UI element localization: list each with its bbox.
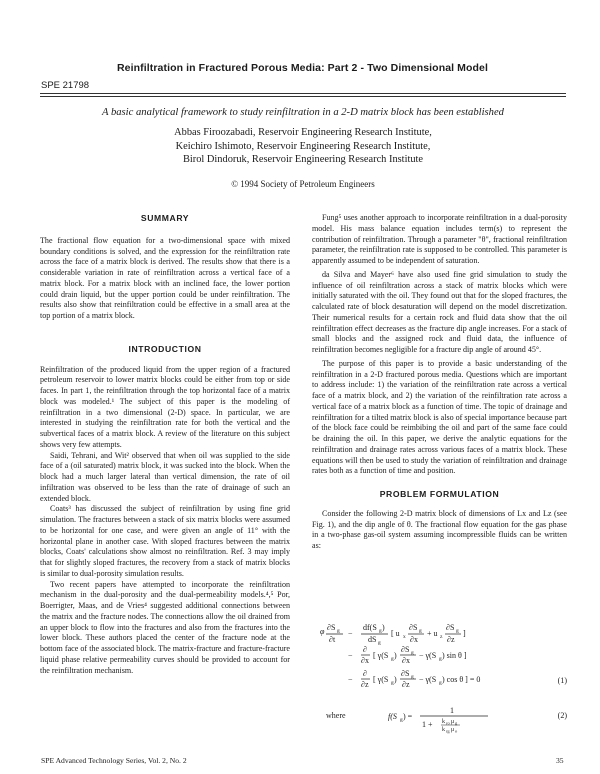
- svg-text:o: o: [455, 728, 458, 734]
- svg-text:∂S: ∂S: [401, 645, 410, 654]
- top-rule-2: [40, 96, 566, 97]
- problem-text: Consider the following 2-D matrix block of dimensions of Lx and Lz (see Fig. 1), and the dip angle of θ. The fractional flow equation for the gas phase in a two-phase gas-oil system assuming incompressible fluids can be written as:: [312, 508, 567, 550]
- author-line: Abbas Firoozabadi, Reservoir Engineering Research Institute,: [174, 127, 432, 138]
- body-paragraph: da Silva and Mayer⁶ have also used fine grid simulation to study the influence of oil reinfiltration across a stack of matrix blocks which were initially saturated with the oil. They found out that for the sloped fractures, the calculated rate of block desaturation will depend on the model discretization. Their numerical results for a certain rock and fluid data show that the oil reinfiltration effect decreases as the fracture dip angle increases. For a stack of small blocks and the assigned rock and fluid data, the influence of reinfiltration becomes negligible for a fracture dip angle of around 45°.: [312, 269, 567, 354]
- svg-text:∂: ∂: [363, 645, 367, 654]
- footer-page-number: 35: [556, 756, 564, 765]
- svg-text:−: −: [348, 629, 353, 638]
- svg-text:) sin θ ]: ) sin θ ]: [442, 651, 467, 660]
- intro-paragraph: Saidi, Tehrani, and Wit² observed that when oil was supplied to the side face of a (oil saturated) matrix block, it was sucked into the block. When the block had a much larger lateral than vertical dimension, the rate of oil infiltration was observed to be less than the rate of drainage of such an extended block.: [40, 450, 290, 503]
- svg-text:− γ(S: − γ(S: [419, 675, 437, 684]
- svg-text:g: g: [411, 674, 414, 680]
- svg-text:∂x: ∂x: [410, 635, 418, 644]
- svg-text:∂z: ∂z: [447, 635, 455, 644]
- paper-number: SPE 21798: [41, 80, 90, 91]
- left-column: [40, 213, 290, 676]
- svg-text:∂: ∂: [363, 669, 367, 678]
- body-paragraph: Fung⁵ uses another approach to incorporate reinfiltration in a dual-porosity model. His mass balance equation includes term(s) to represent the contribution of reinfiltration. Through a parameter "θ", fractional reinfiltration parameter, the reinfiltration rate is supposed to be controlled. This parameter is apparently assumed to be independent of saturation.: [312, 213, 567, 265]
- svg-text:g: g: [411, 650, 414, 656]
- svg-text:): ): [382, 623, 385, 632]
- svg-text:g: g: [400, 717, 403, 723]
- svg-text:g: g: [337, 628, 340, 634]
- svg-text:− γ(S: − γ(S: [419, 651, 437, 660]
- svg-text:g: g: [378, 640, 381, 646]
- svg-text:): ): [394, 651, 397, 660]
- introduction-heading: INTRODUCTION: [128, 343, 202, 354]
- svg-text:g: g: [455, 720, 458, 726]
- paper-title: Reinfiltration in Fractured Porous Media: Part 2 - Two Dimensional Model: [116, 62, 489, 74]
- equation-1-graphic: [318, 622, 567, 694]
- svg-text:g: g: [391, 680, 394, 686]
- svg-text:g: g: [456, 628, 459, 634]
- copyright-line: © 1994 Society of Petroleum Engineers: [231, 179, 375, 189]
- right-column: [312, 213, 567, 552]
- svg-text:[ γ(S: [ γ(S: [373, 675, 389, 684]
- svg-text:ro: ro: [446, 720, 450, 726]
- equation-2-number: (2): [557, 711, 567, 720]
- svg-text:+ u: + u: [427, 629, 438, 638]
- where-label: where: [326, 711, 346, 720]
- svg-text:df(S: df(S: [363, 623, 377, 632]
- svg-text:rg: rg: [446, 728, 450, 734]
- intro-paragraph: Two recent papers have attempted to incorporate the reinfiltration mechanism in the dual-porosity and the dual-permeability models.⁴,⁵ Por, Boerrigter, Maas, and de Vries⁴ suggested additional connections between the matrix and the fracture nodes. The connections allow the oil drained from an upper block to flow into the fractures and also from the fractures into the lower block. These authors placed the center of the fracture node at the bottom face of the associated block. The matrix-fracture and fracture-fracture liquid phase relative permeability curves should be provided to account for the reinfiltration mechanism.: [40, 579, 290, 675]
- svg-text:∂S: ∂S: [409, 623, 418, 632]
- problem-formulation-heading: PROBLEM FORMULATION: [379, 489, 500, 499]
- svg-text:[ u: [ u: [391, 629, 400, 638]
- svg-text:x: x: [403, 634, 406, 640]
- svg-text:∂t: ∂t: [329, 635, 336, 644]
- svg-text:): ): [394, 675, 397, 684]
- svg-text:∂z: ∂z: [402, 680, 410, 689]
- author-line: Keichiro Ishimoto, Reservoir Engineering Research Institute,: [175, 141, 431, 152]
- summary-text: The fractional flow equation for a two-dimensional space with mixed boundary conditions is solved, and the expression for the reinfiltration rate across the face of a matrix block is derived. The results show that there is a considerable variation in rate of reinfiltration across a vertical face of a matrix block. For a matrix block with an inclined face, the lower portion could drain liquid, but the upper portion could be under reinfiltration. The results also show that reinfiltration could be effective in a small area at the top portion of a matrix block.: [40, 235, 290, 320]
- svg-text:∂x: ∂x: [361, 656, 369, 665]
- svg-text:g: g: [439, 656, 442, 662]
- summary-heading: SUMMARY: [140, 213, 190, 223]
- svg-text:μ: μ: [451, 727, 455, 733]
- svg-text:∂S: ∂S: [401, 669, 410, 678]
- svg-text:dS: dS: [368, 635, 377, 644]
- svg-text:g: g: [391, 656, 394, 662]
- svg-text:) cos θ ] = 0: ) cos θ ] = 0: [442, 675, 481, 684]
- svg-text:1: 1: [450, 706, 454, 715]
- paper-subtitle: A basic analytical framework to study reinfiltration in a 2-D matrix block has been established: [102, 107, 504, 118]
- svg-text:∂x: ∂x: [402, 656, 410, 665]
- svg-text:∂z: ∂z: [361, 680, 369, 689]
- equation-2-graphic: [388, 705, 538, 735]
- svg-text:−: −: [348, 651, 353, 660]
- svg-text:∂S: ∂S: [446, 623, 455, 632]
- svg-text:k: k: [442, 719, 445, 725]
- svg-text:1 +: 1 +: [422, 720, 433, 729]
- svg-text:]: ]: [463, 629, 466, 638]
- footer-journal: SPE Advanced Technology Series, Vol. 2, No. 2: [41, 756, 187, 765]
- svg-text:μ: μ: [451, 719, 455, 725]
- author-line: Birol Dindoruk, Reservoir Engineering Research Institute: [182, 154, 424, 165]
- intro-paragraph: Reinfiltration of the produced liquid from the upper region of a fractured petroleum reservoir to lower matrix blocks could be either from top or side faces. In part 1, the reinfiltration through the top horizontal face of a matrix block was modeled.¹ The subject of this paper is the modeling of reinfiltration in a two dimensional (2-D) space. In particular, we are interested in studying the reinfiltration rate for both the vertical and the subvertical faces of a matrix block. A review of the literature on this subject shows very few attempts.: [40, 364, 290, 449]
- svg-text:k: k: [442, 727, 445, 733]
- top-rule: [40, 93, 566, 94]
- intro-paragraph: Coats³ has discussed the subject of reinfiltration by using fine grid simulation. The fractures between a stack of six matrix blocks were assumed to be horizontal for one case, and were given an angle of 11° with the horizontal plane in another case. With sloped fractures between the matrix blocks, Coats' calculations show almost no reinfiltration. Ref. 3 may imply that for slightly sloped fractures, the recovery from a stack of matrix blocks is similar to dual-porosity simulation results.: [40, 504, 290, 578]
- equation-2: [318, 705, 567, 735]
- svg-text:) =: ) =: [403, 712, 413, 721]
- equation-1: [318, 622, 567, 694]
- svg-text:g: g: [379, 628, 382, 634]
- body-paragraph: The purpose of this paper is to provide a basic understanding of the reinfiltration in a 2-D fractured porous media. Questions which are important to address include: 1) the variation of the reinfiltration rate across a vertical face of a matrix block, and 2) the variation of the reinfiltration rate across a vertical face of a matrix block as a function of time. The topic of drainage and reinfiltration for a tilted matrix block is also of special importance because part of the block face could be reimbibing the oil and part of the same face could be draining the oil. In this paper, we derive the analytic equations for the reinfiltration and drainage rates across various faces of a matrix block. These equations will then be used to study the variation of reinfiltration and drainage rates both as a function of time and position.: [312, 358, 567, 476]
- svg-text:∂S: ∂S: [327, 623, 336, 632]
- svg-text:[ γ(S: [ γ(S: [373, 651, 389, 660]
- svg-text:f(S: f(S: [388, 712, 397, 721]
- svg-text:φ: φ: [320, 627, 325, 636]
- svg-text:z: z: [440, 634, 443, 640]
- svg-text:g: g: [439, 680, 442, 686]
- svg-text:g: g: [419, 628, 422, 634]
- equation-1-number: (1): [557, 676, 567, 685]
- svg-text:−: −: [348, 675, 353, 684]
